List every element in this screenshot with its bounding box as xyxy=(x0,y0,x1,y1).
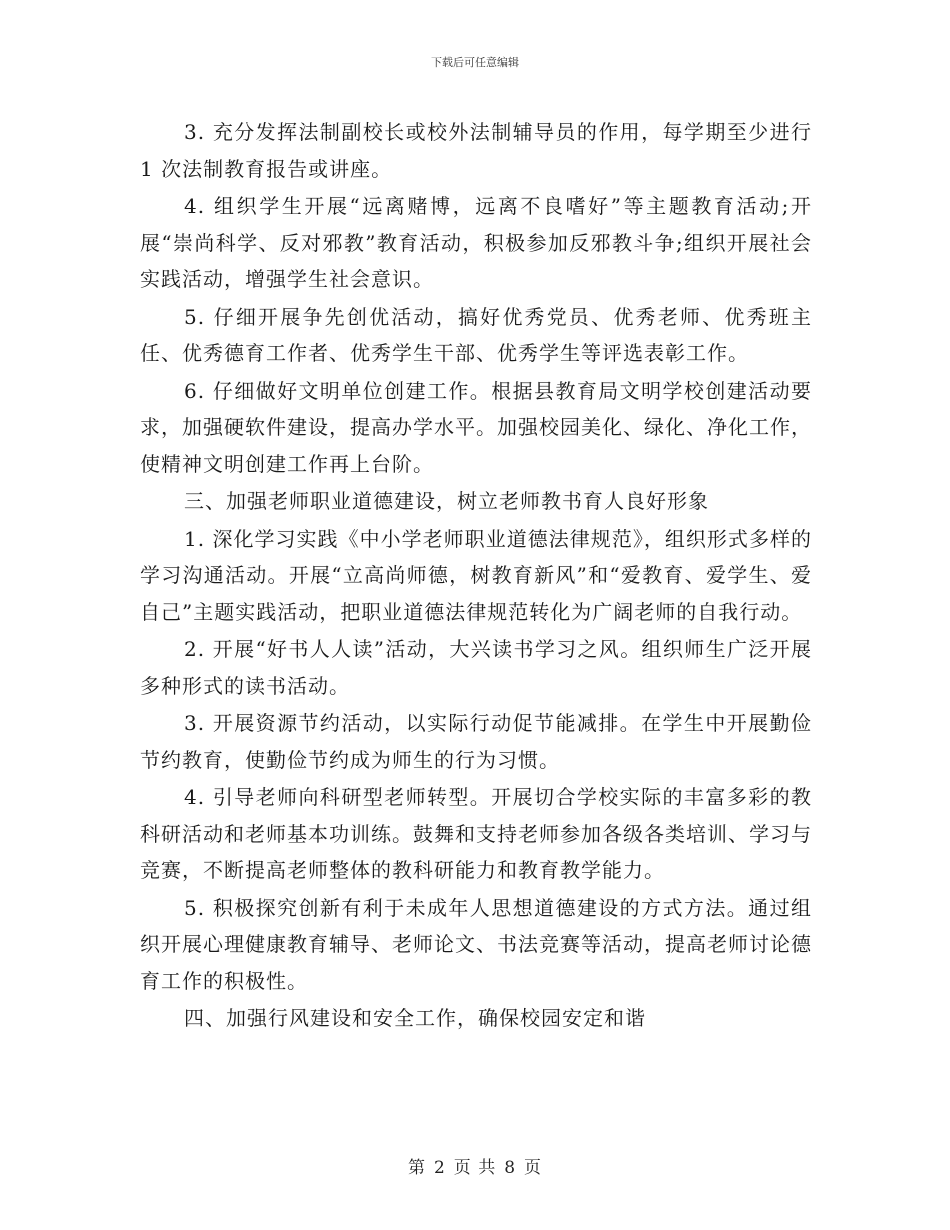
footer-total-pages: 8 xyxy=(504,1158,517,1178)
section-heading-3: 三、加强老师职业道德建设，树立老师教书育人良好形象 xyxy=(184,489,709,513)
footer-page-number: 2 xyxy=(433,1158,446,1178)
section-heading-4: 四、加强行风建设和安全工作，确保校园安定和谐 xyxy=(184,1006,646,1030)
page-footer xyxy=(0,1153,950,1178)
page-header-note: 下载后可任意编辑 xyxy=(431,56,519,69)
footer-mid: 页 共 xyxy=(453,1158,497,1178)
paragraph-item-3-resource-saving: 3. 开展资源节约活动，以实际行动促节能减排。在学生中开展勤俭节约教育，使勤俭节约成为师生的行为习惯。 xyxy=(140,711,812,772)
paragraph-item-1-ethics-study: 1. 深化学习实践《中小学老师职业道德法律规范》，组织形式多样的学习沟通活动。开展“立高尚师德，树教育新风”和“爱教育、爱学生、爱自己”主题实践活动，把职业道德法律规范转化为广阔老师的自我行动。 xyxy=(140,526,812,624)
paragraph-item-6-civilized-unit: 6. 仔细做好文明单位创建工作。根据县教育局文明学校创建活动要求，加强硬软件建设，提高办学水平。加强校园美化、绿化、净化工作，使精神文明创建工作再上台阶。 xyxy=(140,378,812,476)
document-body xyxy=(140,114,812,1038)
paragraph-item-3-legal-education: 3. 充分发挥法制副校长或校外法制辅导员的作用，每学期至少进行 1 次法制教育报告或讲座。 xyxy=(140,120,812,181)
paragraph-item-5-innovation: 5. 积极探究创新有利于未成年人思想道德建设的方式方法。通过组织开展心理健康教育辅导、老师论文、书法竞赛等活动，提高老师讨论德育工作的积极性。 xyxy=(140,895,812,993)
footer-prefix: 第 xyxy=(407,1158,426,1178)
footer-suffix: 页 xyxy=(524,1158,543,1178)
paragraph-item-4-research-teachers: 4. 引导老师向科研型老师转型。开展切合学校实际的丰富多彩的教科研活动和老师基本功训练。鼓舞和支持老师参加各级各类培训、学习与竞赛，不断提高老师整体的教科研能力和教育教学能力。 xyxy=(140,785,812,882)
paragraph-item-4-theme-activities: 4. 组织学生开展“远离赌博，远离不良嗜好”等主题教育活动;开展“崇尚科学、反对邪教”教育活动，积极参加反邪教斗争;组织开展社会实践活动，增强学生社会意识。 xyxy=(140,194,812,291)
paragraph-item-5-excellence-awards: 5. 仔细开展争先创优活动，搞好优秀党员、优秀老师、优秀班主任、优秀德育工作者、优秀学生干部、优秀学生等评选表彰工作。 xyxy=(140,304,812,365)
paragraph-item-2-reading: 2. 开展“好书人人读”活动，大兴读书学习之风。组织师生广泛开展多种形式的读书活动。 xyxy=(140,637,812,698)
